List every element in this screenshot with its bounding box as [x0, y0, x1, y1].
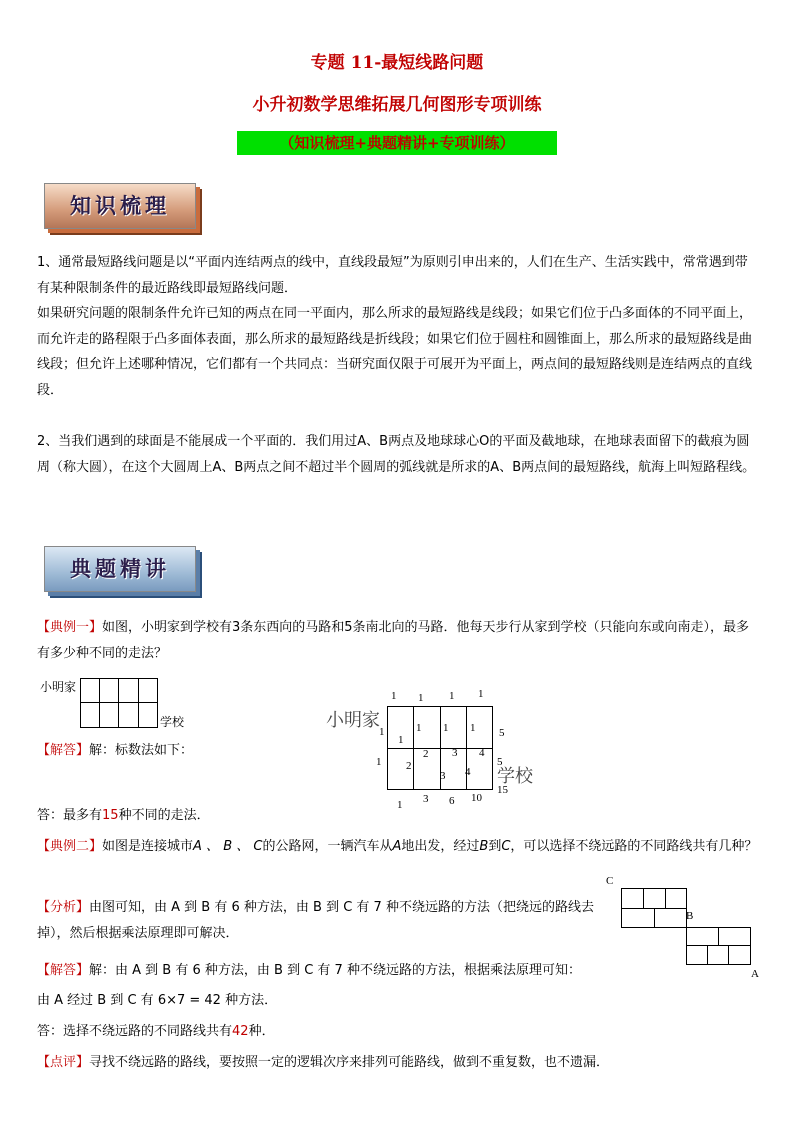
grid-number: 10	[471, 792, 482, 804]
knowledge-paragraph-2: 如果研究问题的限制条件允许已知的两点在同一平面内，那么所求的最短路线是线段；如果它们位于凸多面体的不同平面上，而允许走的路程限于凸多面体表面，那么所求的最短路线是折线段；如果它们位于圆柱和圆锥面上，那么所求的最短路线是曲线段；但允许上述哪种情况，它们都有一个共同点：当研究面仅限于可展开为平面上，两点间的最短路线则是连结两点的直线段．	[37, 306, 753, 398]
grid-number: 2	[423, 748, 429, 760]
section-banner-label: 典题精讲	[70, 556, 170, 581]
example2-answer-tag: 【解答】	[37, 963, 90, 978]
grid-number: 4	[479, 747, 485, 759]
example2-tag: 【典例二】	[37, 839, 103, 854]
page-subtitle-highlight: （知识梳理+典题精讲+专项训练）	[237, 131, 557, 155]
example1-question	[37, 615, 759, 666]
grid-number: 1	[397, 799, 403, 811]
figure-label-b: B	[686, 910, 694, 922]
example2-answer-line2: 由 A 经过 B 到 C 有 6×7 = 42 种方法．	[37, 993, 278, 1008]
small-street-grid	[80, 678, 158, 728]
grid-number: 1	[478, 688, 484, 700]
small-grid-home-label: 小明家	[40, 680, 77, 694]
grid-number: 2	[406, 760, 412, 772]
road-network-lower	[686, 927, 751, 965]
grid-number: 1	[443, 722, 449, 734]
example1-answer	[37, 738, 297, 764]
example2-analysis: 【分析】由图可知，由 A 到 B 有 6 种方法，由 B 到 C 有 7 种不绕远路的方法（把绕远的路线去掉），然后根据乘法原理即可解决．	[37, 900, 594, 941]
example2-analysis-tag: 【分析】	[37, 900, 90, 915]
grid-number: 5	[499, 727, 505, 739]
page-title: 专题 11-最短线路问题	[310, 53, 484, 73]
example2-comment-tag: 【点评】	[37, 1055, 90, 1070]
knowledge-paragraph-1: 1、通常最短路线问题是以“平面内连结两点的线中，直线段最短”为原则引申出来的，人们在生产、生活实践中，常常遇到带有某种限制条件的最近路线即最短路线问题．	[37, 255, 748, 296]
figure-label-a: A	[751, 968, 759, 980]
grid-number: 5	[497, 756, 503, 768]
section-banner-examples	[44, 546, 196, 592]
grid-number: 1	[376, 756, 382, 768]
example1-text: 如图，小明家到学校有3条东西向的马路和5条南北向的马路．他每天步行从家到学校（只能向东或向南走），最多有多少种不同的走法？	[37, 620, 750, 661]
knowledge-paragraph-3: 2、当我们遇到的球面是不能展成一个平面的．我们用过A、B两点及地球球心O的平面及截地球，在地球表面留下的截痕为圆周（称大圆），在这个大圆周上A、B两点之间不超过半个圆周的弧线就是所求的A、B两点间的最短路线，航海上叫短路程线。	[37, 434, 756, 475]
big-grid-school-label: 学校	[497, 766, 533, 787]
grid-number: 4	[465, 766, 471, 778]
grid-number: 3	[440, 770, 446, 782]
big-grid-home-label: 小明家	[326, 710, 380, 731]
section-banner-knowledge	[44, 183, 196, 229]
small-grid-school-label: 学校	[160, 715, 185, 729]
page-subtitle: 小升初数学思维拓展几何图形专项训练	[252, 95, 542, 115]
figure-label-c: C	[606, 875, 614, 887]
example1-tag: 【典例一】	[37, 620, 103, 635]
example1-result: 15	[102, 808, 119, 823]
grid-number: 1	[391, 690, 397, 702]
grid-number: 1	[379, 726, 385, 738]
section-banner-label: 知识梳理	[70, 193, 170, 218]
grid-number: 1	[470, 722, 476, 734]
grid-number: 1	[449, 690, 455, 702]
grid-number: 1	[398, 734, 404, 746]
example2-comment: 【点评】寻找不绕远路的路线，要按照一定的逻辑次序来排列可能路线，做到不重复数，也不遗漏．	[37, 1055, 610, 1070]
example1-answer-tag: 【解答】	[37, 743, 90, 758]
road-network-upper	[621, 888, 687, 928]
example2-question: 【典例二】如图是连接城市A 、 B 、 C的公路网，一辆汽车从A地出发，经过B到C，可以选择不绕远路的不同路线共有几种？	[37, 839, 758, 854]
grid-number: 3	[423, 793, 429, 805]
grid-number: 15	[497, 784, 508, 796]
example1-conclusion: 答：最多有15种不同的走法．	[37, 808, 210, 823]
example1-answer-text: 解：标数法如下：	[89, 743, 194, 758]
grid-number: 3	[452, 747, 458, 759]
example2-answer: 【解答】解：由 A 到 B 有 6 种方法，由 B 到 C 有 7 种不绕远路的方法，根据乘法原理可知：	[37, 963, 581, 978]
grid-number: 1	[418, 692, 424, 704]
grid-number: 1	[416, 722, 422, 734]
example2-result: 42	[232, 1024, 249, 1039]
example2-conclusion: 答：选择不绕远路的不同路线共有42种．	[37, 1024, 275, 1039]
grid-number: 6	[449, 795, 455, 807]
